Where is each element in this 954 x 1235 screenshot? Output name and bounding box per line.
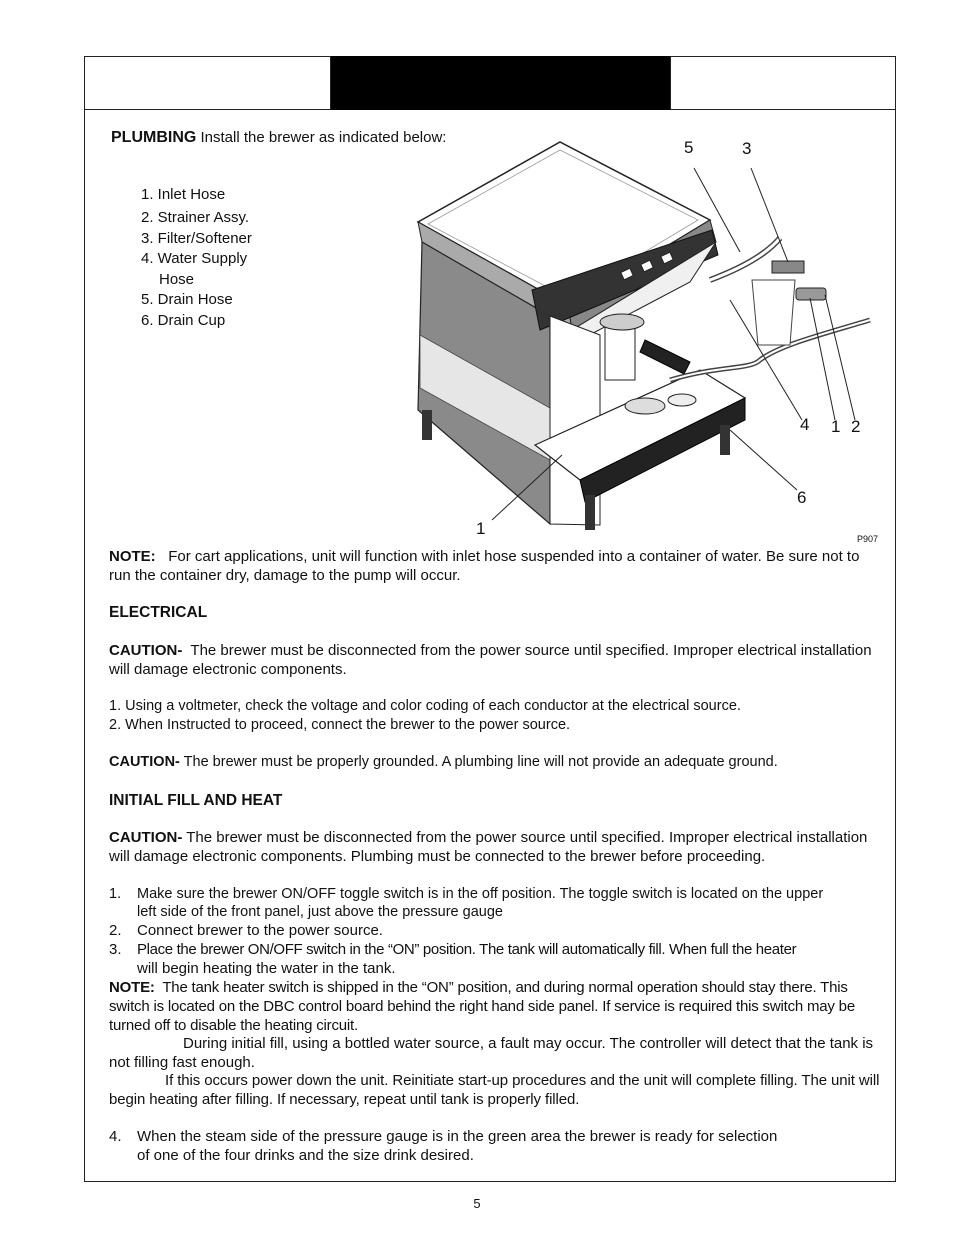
note-text: For cart applications, unit will function with inlet hose suspended into a container of water. Be sure not to run the container dry, damage to the pump will occur.	[109, 548, 860, 584]
step-number: 4.	[109, 1128, 122, 1145]
callout-label: 1	[831, 417, 841, 436]
initial-fill-heading: INITIAL FILL AND HEAT	[109, 792, 283, 809]
step-number: 2.	[109, 922, 122, 939]
initial-fill-caution	[109, 828, 881, 866]
step-4-line-2: of one of the four drinks and the size drink desired.	[137, 1147, 474, 1164]
electrical-step-1: 1. Using a voltmeter, check the voltage and color coding of each conductor at the electrical source.	[109, 698, 741, 714]
part-item: Hose	[159, 271, 195, 288]
caution-label: CAUTION-	[109, 754, 180, 770]
callout-label: 3	[742, 139, 752, 158]
figure-id: P907	[857, 534, 879, 544]
plumbing-note	[109, 547, 881, 585]
header-divider-left	[330, 56, 331, 110]
step-2: Connect brewer to the power source.	[137, 922, 383, 939]
step-1-line-1: Make sure the brewer ON/OFF toggle switch is in the off position. The toggle switch is located on the upper	[137, 886, 824, 902]
step-3-line-1: Place the brewer ON/OFF switch in the “ON” position. The tank will automatically fill. When full the heater	[137, 941, 797, 958]
caution-text: The brewer must be properly grounded. A plumbing line will not provide an adequate ground.	[183, 754, 778, 770]
electrical-caution-1	[109, 641, 881, 679]
note-label: NOTE:	[109, 979, 155, 996]
callout-label: 5	[684, 138, 694, 157]
electrical-step-2: 2. When Instructed to proceed, connect the brewer to the power source.	[109, 717, 571, 733]
callout-label: 2	[851, 417, 861, 436]
caution-text: The brewer must be disconnected from the power source until specified. Improper electrical installation will damage electronic components. Plumbing must be connected to the brewer before proceeding.	[109, 829, 868, 865]
page-number: 5	[473, 1196, 481, 1211]
header-divider-right	[670, 56, 671, 110]
part-item: 5. Drain Hose	[141, 291, 233, 308]
initial-fill-note-p3: If this occurs power down the unit. Reinitiate start-up procedures and the unit will complete filling. The unit will begin heating after filling. If necessary, repeat until tank is properly filled.	[109, 1072, 880, 1108]
caution-label: CAUTION-	[109, 642, 183, 659]
electrical-caution-2	[109, 753, 778, 772]
step-4-line-1: When the steam side of the pressure gauge is in the green area the brewer is ready for selection	[137, 1128, 778, 1145]
callout-label: 4	[800, 415, 810, 434]
note-label: NOTE:	[109, 548, 156, 565]
part-item: 2. Strainer Assy.	[141, 209, 250, 226]
step-3-line-2: will begin heating the water in the tank.	[137, 960, 396, 977]
initial-fill-note-p2: During initial fill, using a bottled water source, a fault may occur. The controller will detect that the tank is not filling fast enough.	[109, 1035, 874, 1071]
brewer-illustration	[400, 130, 890, 550]
step-number: 3.	[109, 941, 122, 958]
plumbing-intro: Install the brewer as indicated below:	[200, 129, 447, 146]
part-item: 4. Water Supply	[141, 250, 248, 267]
plumbing-heading-line	[111, 128, 446, 147]
electrical-heading: ELECTRICAL	[109, 604, 208, 621]
header-title-block	[330, 56, 670, 110]
step-1-line-2: left side of the front panel, just above the pressure gauge	[137, 904, 503, 920]
part-item: 3. Filter/Softener	[141, 230, 252, 247]
note-text: The tank heater switch is shipped in the “ON” position, and during normal operation should stay there. This switch is located on the DBC control board behind the right hand side panel. If service is required this switch may be turned off to disable the heating circuit.	[109, 979, 855, 1034]
part-item: 6. Drain Cup	[141, 312, 226, 329]
initial-fill-note	[109, 978, 881, 1035]
plumbing-heading: PLUMBING	[111, 129, 197, 146]
callout-label: 6	[797, 488, 807, 507]
caution-label: CAUTION-	[109, 829, 183, 846]
step-number: 1.	[109, 886, 122, 902]
caution-text: The brewer must be disconnected from the power source until specified. Improper electrical installation will damage electronic components.	[109, 642, 872, 678]
part-item: 1. Inlet Hose	[141, 186, 226, 203]
callout-label: 1	[476, 519, 486, 538]
